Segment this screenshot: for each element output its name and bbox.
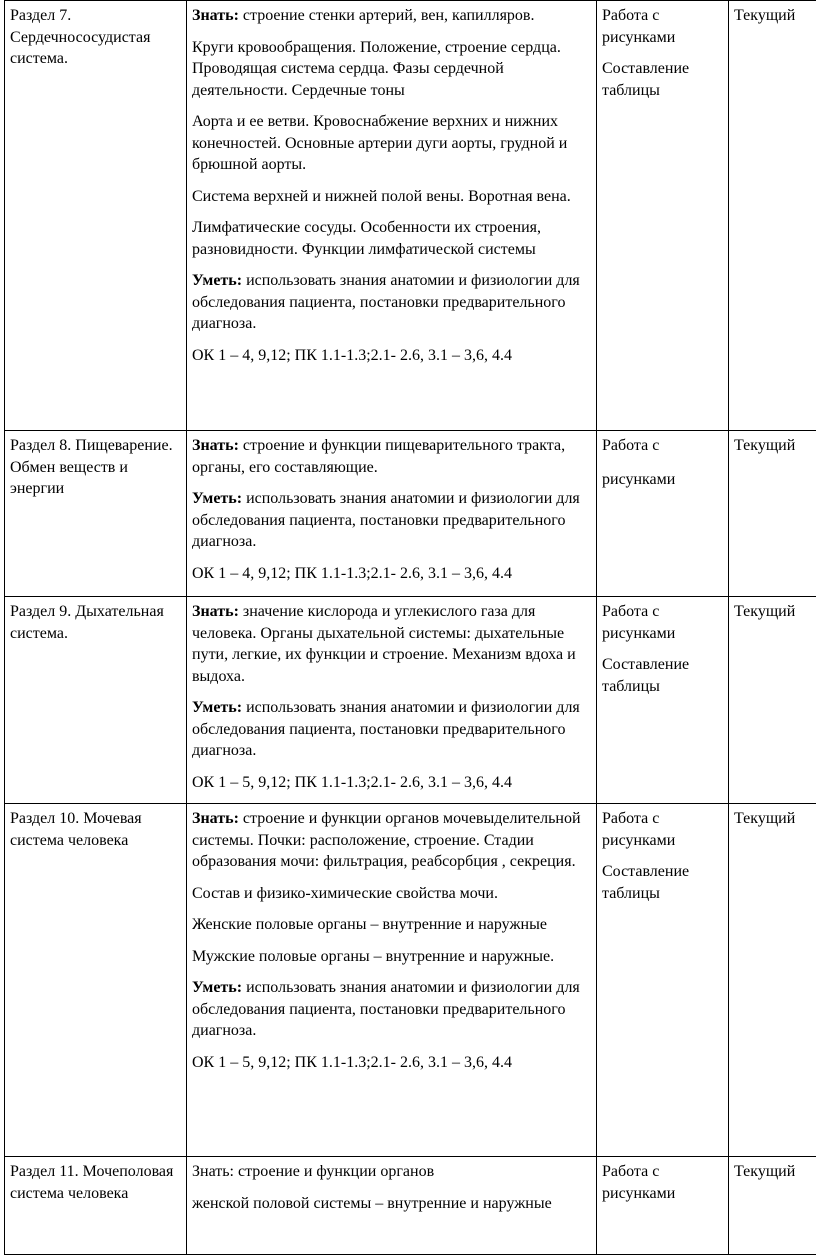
section-title-cell [5,597,187,804]
section-title: Раздел 10. Мочевая система человека [10,810,142,849]
section-title-cell [5,804,187,1157]
paragraph-text: строение и функции органов мочевыделительной системы. Почки: расположение, строение. Стадии образования мочи: фильтрация, реабсорбция , секреция. [192,810,581,870]
paragraph-label: Уметь: [192,490,242,507]
paragraph-text: ОК 1 – 4, 9,12; ПК 1.1-1.3;2.1- 2.6, 3.1 – 3,6, 4.4 [192,565,512,582]
control-type: Текущий [734,810,795,827]
paragraph-text: строение стенки артерий, вен, капилляров. [239,7,535,24]
content-paragraph [192,563,593,585]
paragraph-text: Система верхней и нижней полой вены. Воротная вена. [192,188,571,205]
table-row [5,597,816,804]
control-type: Текущий [734,437,795,454]
work-form: Работа с рисунками [602,5,725,48]
paragraph-text: значение кислорода и углекислого газа для человека. Органы дыхательной системы: дыхательные пути, легкие, их функции и строение. Механизм вдоха и выдоха. [192,603,576,685]
paragraph-text: ОК 1 – 5, 9,12; ПК 1.1-1.3;2.1- 2.6, 3.1 – 3,6, 4.4 [192,1054,512,1071]
work-forms-cell [597,1157,729,1255]
paragraph-label: Уметь: [192,979,242,996]
table-row [5,431,816,597]
content-paragraph [192,883,593,905]
section-title: Раздел 8. Пищеварение. Обмен веществ и энергии [10,437,173,497]
paragraph-text: Мужские половые органы – внутренние и наружные. [192,948,554,965]
paragraph-text: Круги кровообращения. Положение, строение сердца. Проводящая система сердца. Фазы сердечной деятельности. Сердечные тоны [192,39,561,99]
competencies-cell [187,597,597,804]
control-type-cell [729,1,816,431]
paragraph-label: Уметь: [192,699,242,716]
content-paragraph [192,946,593,968]
control-type-cell [729,804,816,1157]
section-title: Раздел 11. Мочеполовая система человека [10,1163,173,1202]
content-paragraph [192,697,593,762]
content-paragraph [192,1193,593,1215]
work-forms-cell [597,804,729,1157]
content-paragraph [192,270,593,335]
paragraph-text: Аорта и ее ветви. Кровоснабжение верхних и нижних конечностей. Основные артерии дуги аорты, грудной и брюшной аорты. [192,113,567,173]
paragraph-text: использовать знания анатомии и физиологии для обследования пациента, постановки предварительного диагноза. [192,699,580,759]
table-row [5,1157,816,1255]
paragraph-text: ОК 1 – 5, 9,12; ПК 1.1-1.3;2.1- 2.6, 3.1 – 3,6, 4.4 [192,774,512,791]
section-title: Раздел 7. Сердечнососудистая система. [10,7,150,67]
paragraph-text: использовать знания анатомии и физиологии для обследования пациента, постановки предварительного диагноза. [192,272,580,332]
paragraph-text: Лимфатические сосуды. Особенности их строения, разновидности. Функции лимфатической системы [192,219,541,258]
control-type: Текущий [734,603,795,620]
content-paragraph [192,111,593,176]
table-row [5,1,816,431]
paragraph-text: ОК 1 – 4, 9,12; ПК 1.1-1.3;2.1- 2.6, 3.1 – 3,6, 4.4 [192,347,512,364]
competencies-cell [187,804,597,1157]
content-paragraph [192,435,593,478]
control-type-cell [729,597,816,804]
content-paragraph [192,977,593,1042]
work-form: Работа с рисунками [602,808,725,851]
work-form: Работа с рисунками [602,601,725,644]
paragraph-label: Знать: [192,437,239,454]
content-paragraph [192,1052,593,1074]
content-paragraph [192,186,593,208]
content-paragraph [192,601,593,687]
section-title: Раздел 9. Дыхательная система. [10,603,164,642]
content-paragraph [192,914,593,936]
content-paragraph [192,488,593,553]
work-form: Составление таблицы [602,861,725,904]
content-paragraph [192,5,593,27]
work-form: рисунками [602,469,725,491]
paragraph-text: Женские половые органы – внутренние и наружные [192,916,547,933]
control-type-cell [729,431,816,597]
content-paragraph [192,1161,593,1183]
work-form: Составление таблицы [602,654,725,697]
competencies-cell [187,1157,597,1255]
work-forms-cell [597,1,729,431]
paragraph-text: Состав и физико-химические свойства мочи. [192,885,498,902]
paragraph-label: Знать: [192,810,239,827]
section-title-cell [5,431,187,597]
paragraph-label: Уметь: [192,272,242,289]
table-row [5,804,816,1157]
work-form: Работа с [602,435,725,457]
content-paragraph [192,345,593,367]
paragraph-label: Знать: [192,7,239,24]
paragraph-text: строение и функции пищеварительного тракта, органы, его составляющие. [192,437,565,476]
control-type-cell [729,1157,816,1255]
content-paragraph [192,37,593,102]
paragraph-text: использовать знания анатомии и физиологии для обследования пациента, постановки предварительного диагноза. [192,979,580,1039]
work-forms-cell [597,431,729,597]
paragraph-text: женской половой системы – внутренние и наружные [192,1195,552,1212]
content-paragraph [192,772,593,794]
section-title-cell [5,1157,187,1255]
content-paragraph [192,808,593,873]
work-form: Составление таблицы [602,58,725,101]
paragraph-text: использовать знания анатомии и физиологии для обследования пациента, постановки предварительного диагноза. [192,490,580,550]
control-type: Текущий [734,1163,795,1180]
curriculum-table [4,0,816,1255]
work-form: Работа с рисунками [602,1161,725,1204]
section-title-cell [5,1,187,431]
competencies-cell [187,1,597,431]
paragraph-label: Знать: [192,603,239,620]
work-forms-cell [597,597,729,804]
control-type: Текущий [734,7,795,24]
competencies-cell [187,431,597,597]
paragraph-text: Знать: строение и функции органов [192,1163,434,1180]
content-paragraph [192,217,593,260]
